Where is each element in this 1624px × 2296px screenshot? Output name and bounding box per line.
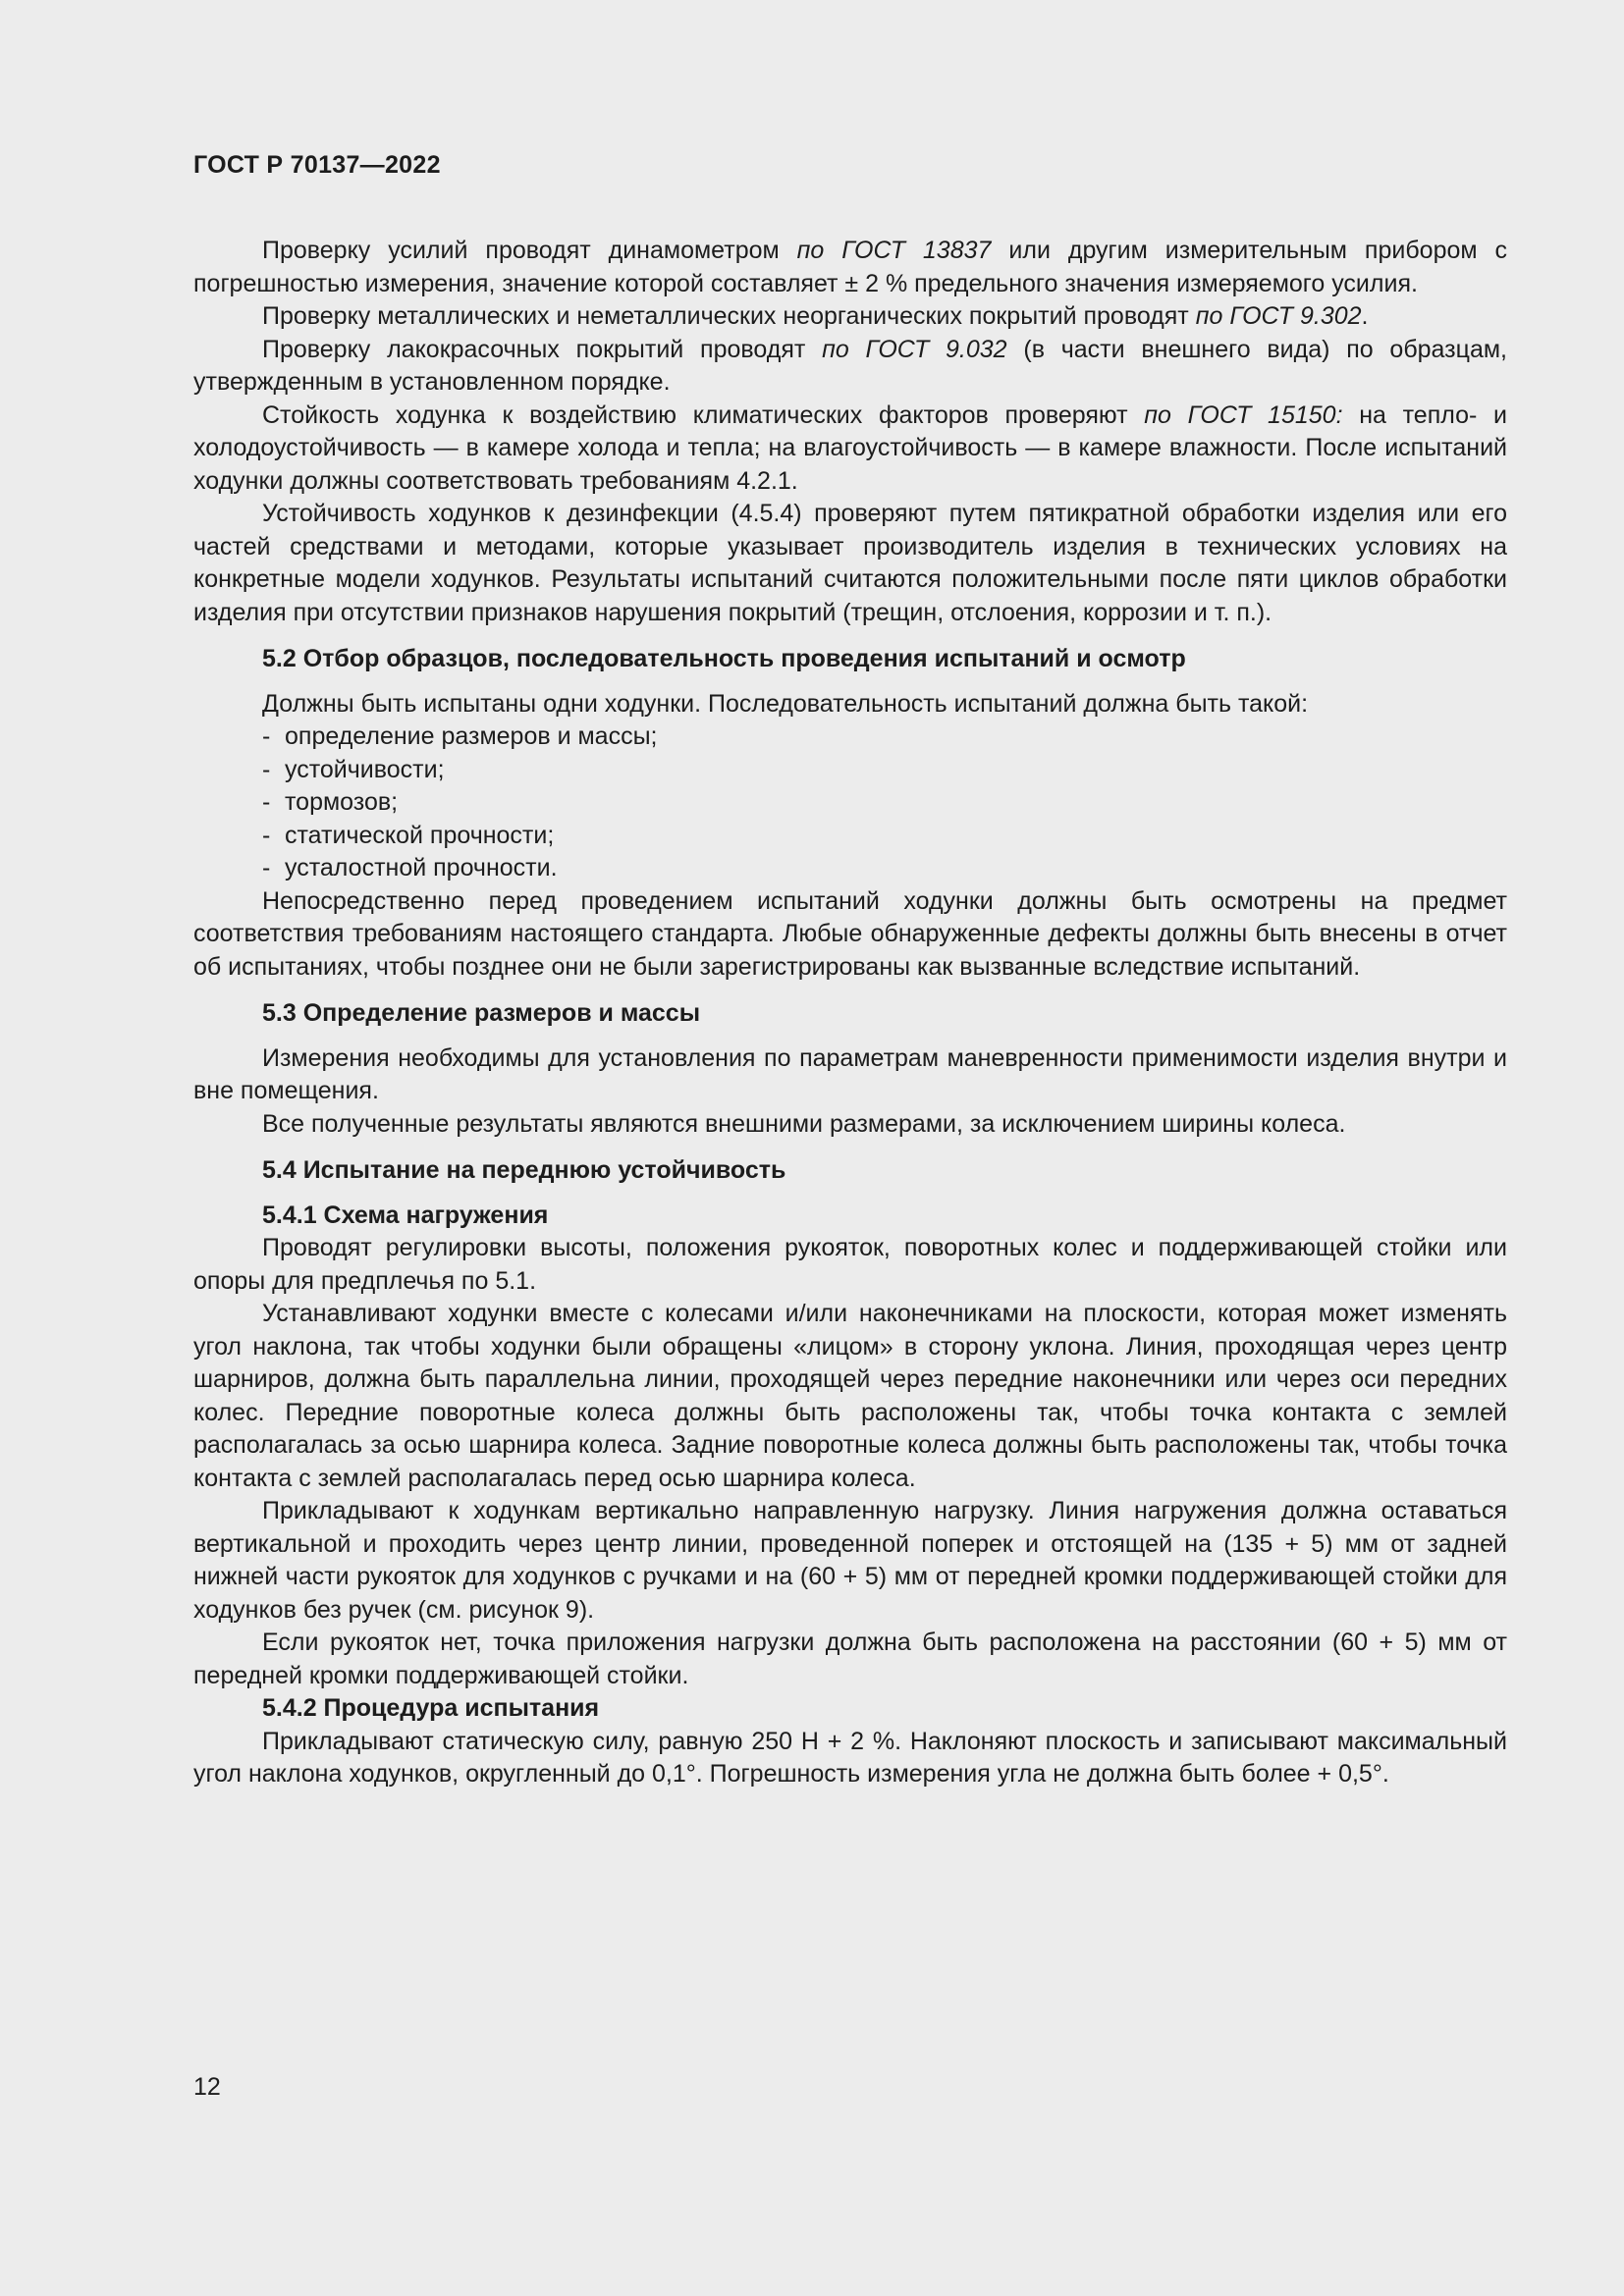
- text-fragment: Проверку усилий проводят динамометром: [262, 237, 797, 264]
- subsection-heading-5-4-1: 5.4.1 Схема нагружения: [262, 1201, 549, 1229]
- text-fragment: .: [1361, 302, 1369, 330]
- document-page: [193, 145, 1507, 1791]
- paragraph-measurements: Измерения необходимы для установления по параметрам маневренности применимости изделия внутри и вне помещения.: [193, 1043, 1507, 1104]
- paragraph-external-dimensions: Все полученные результаты являются внешними размерами, за исключением ширины колеса.: [262, 1109, 1346, 1138]
- standard-reference: по ГОСТ 9.302: [1195, 302, 1362, 330]
- paragraph-test-procedure: Прикладывают статическую силу, равную 250 Н + 2 %. Наклоняют плоскость и записывают максимальный угол наклона ходунков, округленный до 0,1°. Погрешность измерения угла не должна быть более + 0,5°.: [193, 1727, 1507, 1788]
- document-code-header: ГОСТ Р 70137—2022: [193, 151, 441, 179]
- dash-marker: -: [262, 722, 271, 750]
- standard-reference: по ГОСТ 15150:: [1144, 400, 1343, 429]
- list-item-text: устойчивости;: [285, 755, 445, 783]
- text-fragment: на тепло- и холодоустойчивость — в камере холода и тепла; на влагоустойчивость — в камере влажности. После испытаний ходунки должны соответствовать требованиям 4.2.1.: [193, 400, 1507, 495]
- text-fragment: Проверку лакокрасочных покрытий проводят: [262, 335, 823, 363]
- list-item: [262, 820, 1507, 853]
- standard-reference: по ГОСТ 9.032: [822, 335, 1007, 363]
- text-fragment: (в части внешнего вида) по образцам, утвержденным в установленном порядке.: [193, 335, 1507, 396]
- paragraph-paint-coatings: [193, 334, 1507, 400]
- paragraph-sampling-lead: Должны быть испытаны одни ходунки. Последовательность испытаний должна быть такой:: [262, 689, 1309, 718]
- list-item-text: тормозов;: [285, 788, 399, 816]
- dash-marker: -: [262, 755, 271, 783]
- standard-reference: по ГОСТ 13837: [796, 237, 992, 264]
- paragraph-walker-placement: Устанавливают ходунки вместе с колесами и/или наконечниками на плоскости, которая может изменять угол наклона, так чтобы ходунки были обращены «лицом» в сторону уклона. Линия, проходящая через центр шарниров, должна быть параллельна линии, проходящей через передние наконечники или через оси передних колес. Передние поворотные колеса должны быть расположены так, чтобы точка контакта с землей располагалась за осью шарнира колеса. Задние поворотные колеса должны быть расположены так, чтобы точка контакта с землей располагалась перед осью шарнира колеса.: [193, 1300, 1507, 1492]
- section-heading-5-3: 5.3 Определение размеров и массы: [262, 999, 701, 1027]
- paragraph-no-handles: Если рукояток нет, точка приложения нагрузки должна быть расположена на расстоянии (60 + 5) мм от передней кромки поддерживающей стойки.: [193, 1629, 1507, 1689]
- dash-marker: -: [262, 788, 271, 816]
- text-fragment: Стойкость ходунка к воздействию климатических факторов проверяют: [262, 400, 1145, 429]
- list-item: [262, 786, 1507, 820]
- paragraph-inspection: Непосредственно перед проведением испытаний ходунки должны быть осмотрены на предмет соответствия требованиям настоящего стандарта. Любые обнаруженные дефекты должны быть внесены в отчет об испытаниях, чтобы позднее они не были зарегистрированы как вызванные вследствие испытаний.: [193, 886, 1507, 981]
- paragraph-climate-resistance: [193, 400, 1507, 499]
- list-item: [262, 754, 1507, 787]
- list-item: [262, 852, 1507, 885]
- list-item-text: определение размеров и массы;: [285, 722, 658, 750]
- list-item-text: усталостной прочности.: [285, 854, 558, 881]
- text-fragment: или другим измерительным прибором с погрешностью измерения, значение которой составляет ± 2 % предельного значения измеряемого усилия.: [193, 237, 1508, 297]
- page-number: 12: [193, 2073, 221, 2101]
- paragraph-metal-coatings: [193, 300, 1507, 334]
- dash-marker: -: [262, 854, 271, 881]
- paragraph-adjustments: Проводят регулировки высоты, положения рукояток, поворотных колес и поддерживающей стойки или опоры для предплечья по 5.1.: [193, 1234, 1507, 1295]
- section-heading-5-2: 5.2 Отбор образцов, последовательность проведения испытаний и осмотр: [262, 645, 1186, 672]
- paragraph-vertical-load: Прикладывают к ходункам вертикально направленную нагрузку. Линия нагружения должна оставаться вертикальной и проходить через центр линии, проведенной поперек и отстоящей на (135 + 5) мм от задней нижней части рукояток для ходунков с ручками и на (60 + 5) мм от передней кромки поддерживающей стойки для ходунков без ручек (см. рисунок 9).: [193, 1497, 1507, 1624]
- paragraph-force-check: [193, 235, 1507, 300]
- list-item-text: статической прочности;: [285, 821, 555, 849]
- section-heading-5-4: 5.4 Испытание на переднюю устойчивость: [262, 1156, 786, 1184]
- test-sequence-list: [193, 721, 1507, 885]
- text-fragment: Проверку металлических и неметаллических неорганических покрытий проводят: [262, 302, 1196, 330]
- paragraph-disinfection: Устойчивость ходунков к дезинфекции (4.5.4) проверяют путем пятикратной обработки изделия или его частей средствами и методами, которые указывает производитель изделия в технических условиях на конкретные модели ходунков. Результаты испытаний считаются положительными после пяти циклов обработки изделия при отсутствии признаков нарушения покрытий (трещин, отслоения, коррозии и т. п.).: [193, 500, 1507, 626]
- dash-marker: -: [262, 821, 271, 849]
- list-item: [262, 721, 1507, 754]
- subsection-heading-5-4-2: 5.4.2 Процедура испытания: [262, 1694, 600, 1722]
